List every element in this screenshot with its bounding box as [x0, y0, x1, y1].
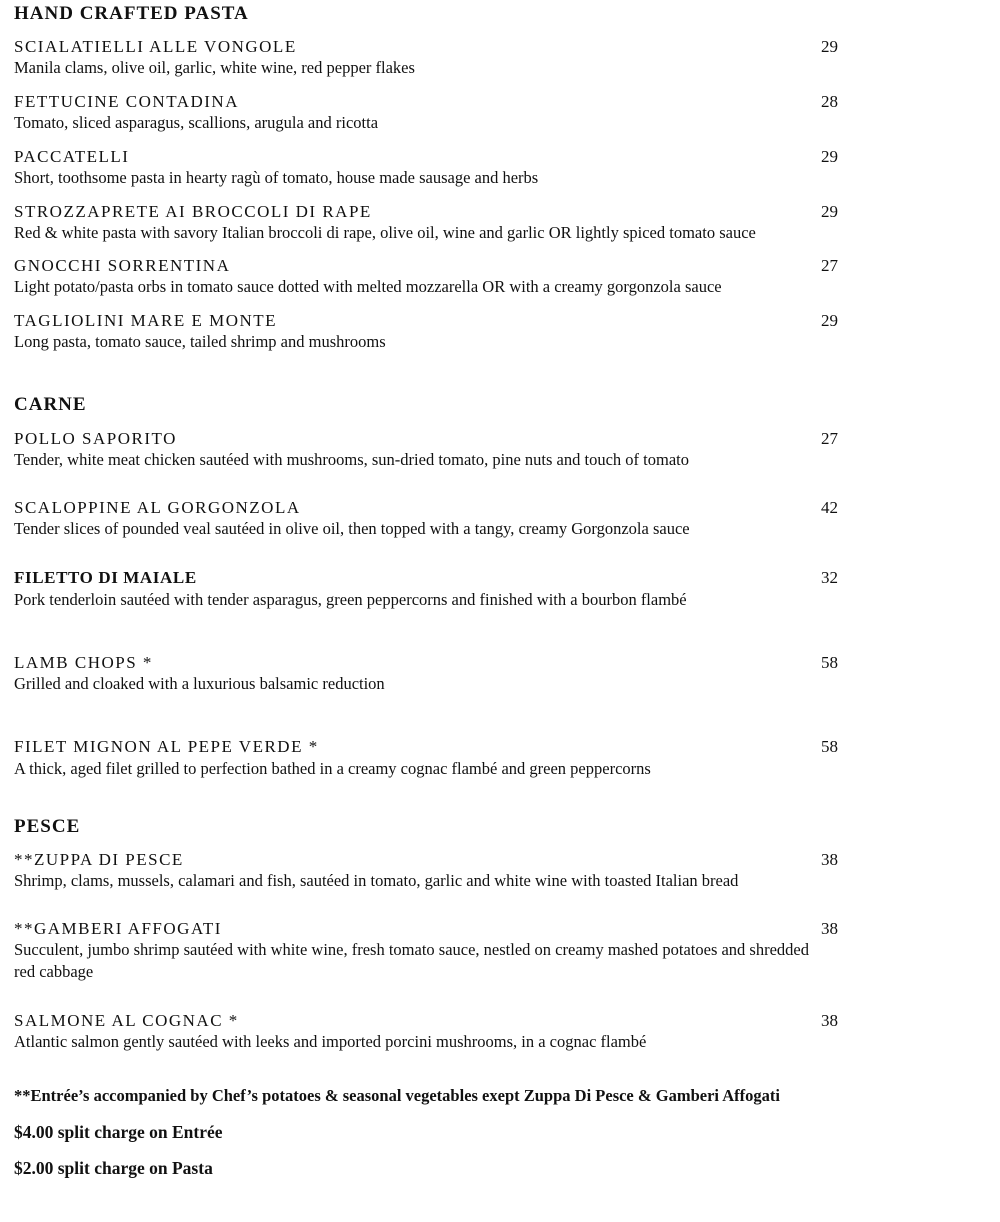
section-title-pasta: HAND CRAFTED PASTA — [14, 3, 249, 24]
menu-item-name: FILETTO DI MAIALE — [14, 568, 197, 587]
menu-item-description: Manila clams, olive oil, garlic, white wine, red pepper flakes — [14, 58, 415, 77]
menu-item-name: SALMONE AL COGNAC * — [14, 1011, 239, 1030]
section-title-carne: CARNE — [14, 394, 87, 415]
menu-item-description: Short, toothsome pasta in hearty ragù of tomato, house made sausage and herbs — [14, 168, 539, 187]
menu-item-description: Tomato, sliced asparagus, scallions, arugula and ricotta — [14, 113, 379, 132]
menu-item-description: Atlantic salmon gently sautéed with leeks and imported porcini mushrooms, in a cognac flambé — [14, 1032, 647, 1051]
menu-item-name: FILET MIGNON AL PEPE VERDE * — [14, 737, 319, 756]
menu-item-description: Red & white pasta with savory Italian broccoli di rape, olive oil, wine and garlic OR lightly spiced tomato sauce — [14, 223, 756, 242]
menu-item-price: 38 — [821, 850, 838, 869]
menu-item-name: **ZUPPA DI PESCE — [14, 850, 184, 869]
menu-item-price: 29 — [821, 311, 838, 330]
menu-item-name: SCALOPPINE AL GORGONZOLA — [14, 498, 301, 517]
menu-item-description: Succulent, jumbo shrimp sautéed with white wine, fresh tomato sauce, nestled on creamy mashed potatoes and shredded red cabbage — [14, 940, 809, 981]
menu-item-name: PACCATELLI — [14, 147, 130, 166]
section-title-pesce: PESCE — [14, 816, 81, 837]
menu-item-price: 27 — [821, 256, 838, 275]
menu-item-description: Long pasta, tomato sauce, tailed shrimp and mushrooms — [14, 332, 386, 351]
menu-item-price: 42 — [821, 498, 838, 517]
menu-item-description: A thick, aged filet grilled to perfection bathed in a creamy cognac flambé and green peppercorns — [14, 759, 651, 778]
split-charge-pasta: $2.00 split charge on Pasta — [14, 1158, 213, 1178]
menu-item-name: POLLO SAPORITO — [14, 429, 177, 448]
entree-accompaniment-note: **Entrée’s accompanied by Chef’s potatoes & seasonal vegetables exept Zuppa Di Pesce & Gamberi Affogati — [14, 1086, 780, 1105]
menu-item-price: 29 — [821, 202, 838, 221]
menu-item-description: Shrimp, clams, mussels, calamari and fish, sautéed in tomato, garlic and white wine with toasted Italian bread — [14, 871, 739, 890]
menu-item-price: 58 — [821, 653, 838, 672]
menu-item-description: Light potato/pasta orbs in tomato sauce dotted with melted mozzarella OR with a creamy gorgonzola sauce — [14, 277, 722, 296]
split-charge-entree: $4.00 split charge on Entrée — [14, 1122, 223, 1142]
menu-item-name: LAMB CHOPS * — [14, 653, 153, 672]
menu-item-price: 58 — [821, 737, 838, 756]
menu-item-price: 28 — [821, 92, 838, 111]
menu-item-name: FETTUCINE CONTADINA — [14, 92, 239, 111]
menu-item-name: **GAMBERI AFFOGATI — [14, 919, 222, 938]
menu-item-description: Tender, white meat chicken sautéed with mushrooms, sun-dried tomato, pine nuts and touch of tomato — [14, 450, 689, 469]
menu-item-price: 38 — [821, 1011, 838, 1030]
menu-item-name: SCIALATIELLI ALLE VONGOLE — [14, 37, 297, 56]
menu-item-name: STROZZAPRETE AI BROCCOLI DI RAPE — [14, 202, 372, 221]
menu-item-name: TAGLIOLINI MARE E MONTE — [14, 311, 278, 330]
menu-item-description: Grilled and cloaked with a luxurious balsamic reduction — [14, 674, 385, 693]
menu-item-name: GNOCCHI SORRENTINA — [14, 256, 231, 275]
menu-item-price: 27 — [821, 429, 838, 448]
menu-item-description: Tender slices of pounded veal sautéed in olive oil, then topped with a tangy, creamy Gorgonzola sauce — [14, 519, 690, 538]
menu-item-description: Pork tenderloin sautéed with tender asparagus, green peppercorns and finished with a bourbon flambé — [14, 590, 687, 609]
menu-item-price: 29 — [821, 37, 838, 56]
menu-item-price: 29 — [821, 147, 838, 166]
menu-item-price: 38 — [821, 919, 838, 938]
menu-item-price: 32 — [821, 568, 838, 587]
